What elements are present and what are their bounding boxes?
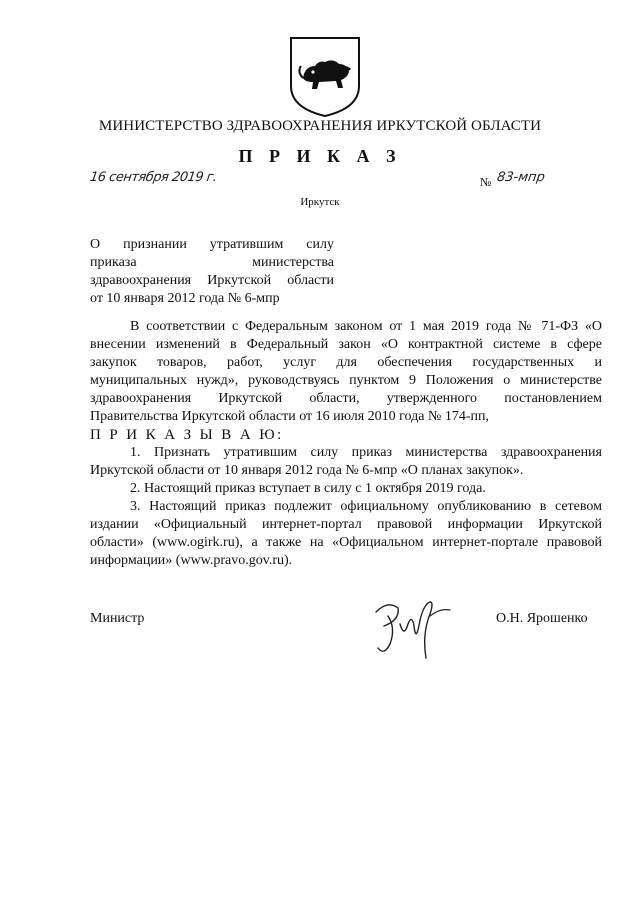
subject-line: О признании утратившим силу [90,237,334,252]
signatory-title: Министр [90,611,145,626]
preamble-line: здравоохранения Иркутской области, утвержденного постановлением [90,391,602,406]
coat-of-arms-icon [289,36,361,118]
item-1-line: 1. Признать утратившим силу приказ министерства здравоохранения [130,445,602,460]
preamble-line: Правительства Иркутской области от 16 июля 2010 года № 174-пп, [90,409,489,424]
subject-line: здравоохранения Иркутской области [90,273,334,288]
preamble-line: В соответствии с Федеральным законом от 1 мая 2019 года № 71-ФЗ «О [130,319,602,334]
item-3-line: области» (www.ogirk.ru), а также на «Официальном интернет-портале правовой [90,535,602,550]
document-body [90,318,602,570]
date-handwritten: 16 сентября 2019 г. [88,170,218,185]
city: Иркутск [300,196,340,208]
preamble-line: внесении изменений в Федеральный закон «О контрактной системе в сфере [90,337,602,352]
item-2: 2. Настоящий приказ вступает в силу с 1 октября 2019 года. [130,481,486,496]
number-prefix: № [480,175,492,189]
item-3-line: информации» (www.pravo.gov.ru). [90,553,293,568]
item-3-line: издании «Официальный интернет-портал правовой информации Иркутской [90,517,602,532]
subject-block [90,236,334,308]
preamble-line: муниципальных нужд», руководствуясь пунктом 9 Положения о министерстве [90,373,602,388]
order-word: П Р И К А З Ы В А Ю: [90,427,284,443]
item-1-line: Иркутской области от 10 января 2012 года № 6-мпр «О планах закупок». [90,463,524,478]
number-handwritten: 83-мпр [495,170,546,185]
ministry-title: МИНИСТЕРСТВО ЗДРАВООХРАНЕНИЯ ИРКУТСКОЙ ОБЛАСТИ [98,118,542,134]
preamble-line: закупок товаров, работ, услуг для обеспечения государственных и [90,355,602,370]
item-3-line: 3. Настоящий приказ подлежит официальному опубликованию в сетевом [130,499,602,514]
signature-icon [370,598,460,660]
signatory-name: О.Н. Ярошенко [496,611,588,626]
subject-line: приказа министерства [90,255,334,270]
document-type: П Р И К А З [238,146,402,166]
subject-line: от 10 января 2012 года № 6-мпр [90,291,280,306]
